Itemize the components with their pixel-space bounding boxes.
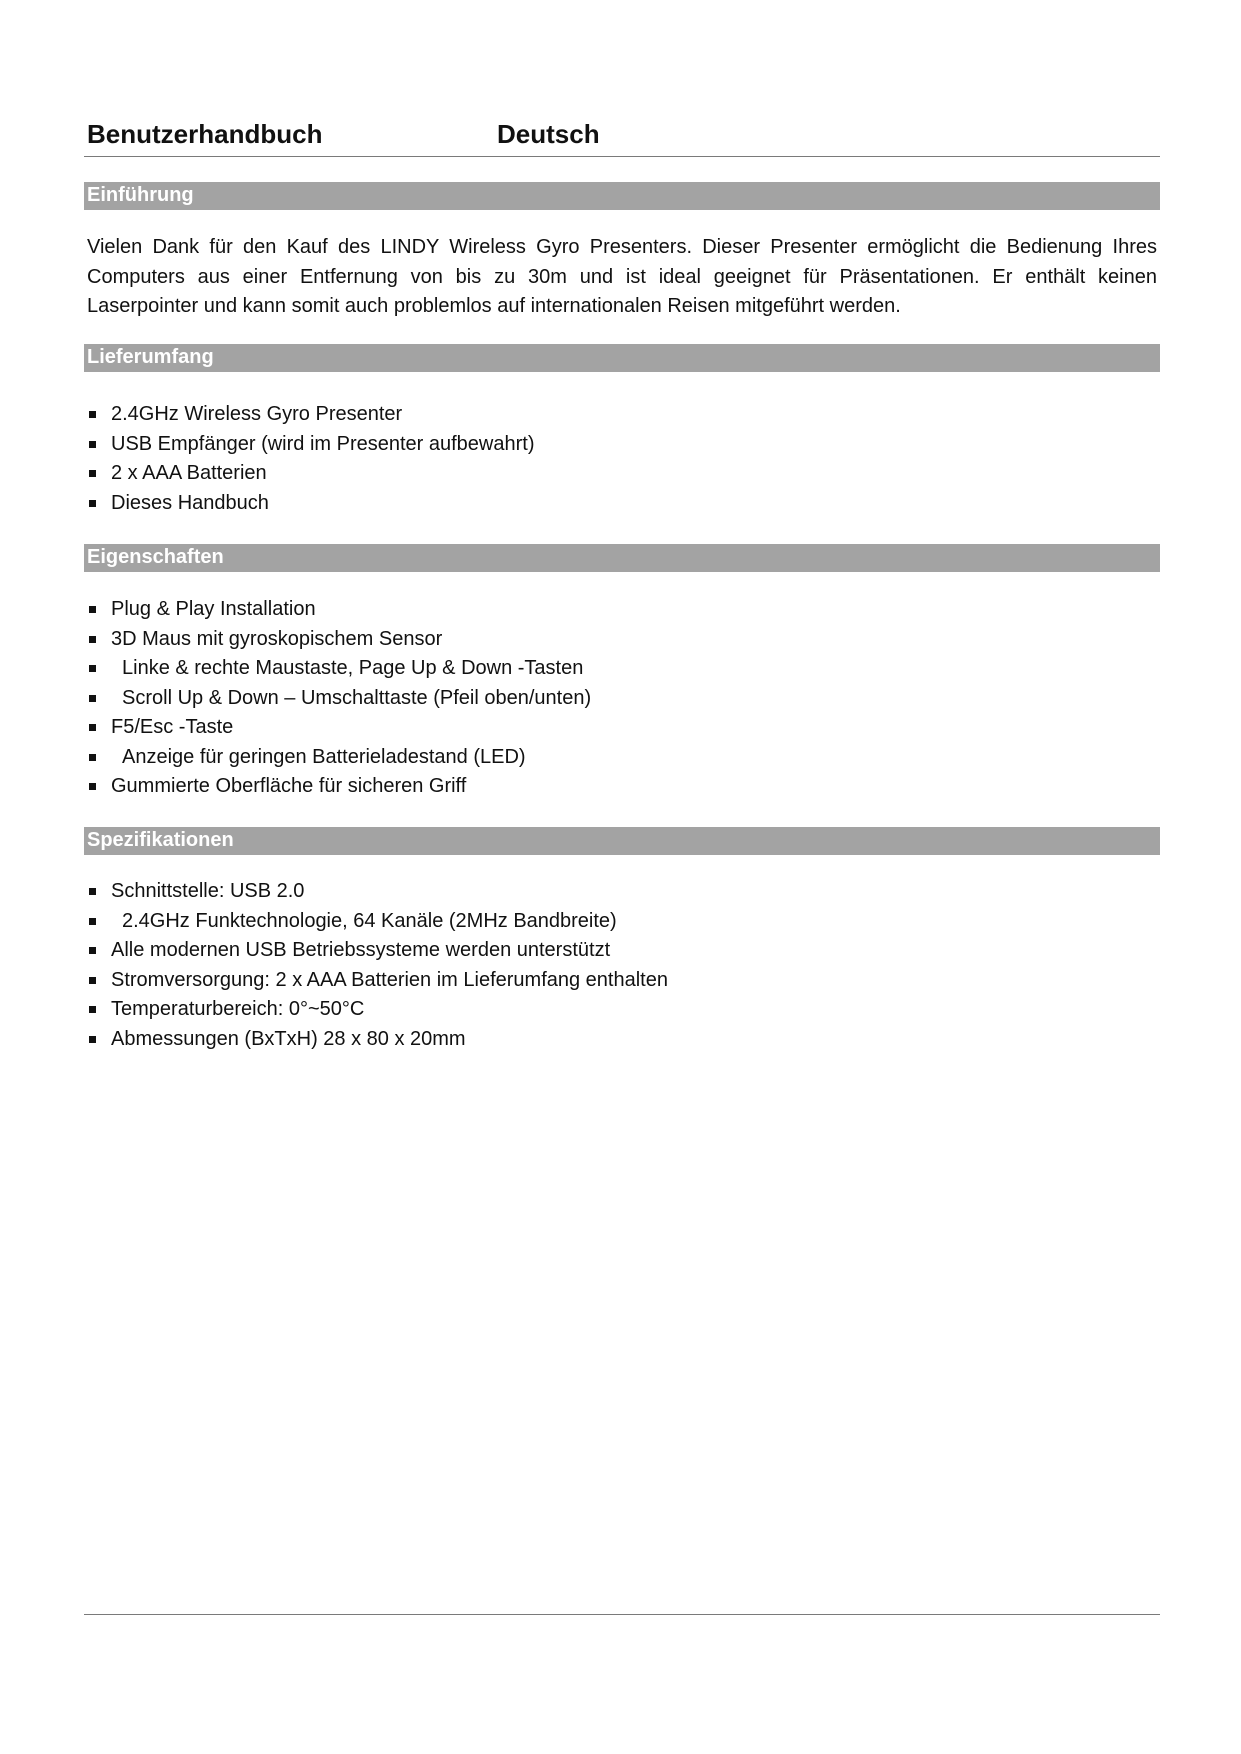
page-header — [84, 118, 1160, 157]
list-item: USB Empfänger (wird im Presenter aufbewahrt) — [87, 430, 535, 460]
list-item: Schnittstelle: USB 2.0 — [87, 877, 668, 907]
list-item: Plug & Play Installation — [87, 595, 591, 625]
section-heading-package: Lieferumfang — [84, 344, 1160, 372]
list-item: 2.4GHz Wireless Gyro Presenter — [87, 400, 535, 430]
section-heading-intro: Einführung — [84, 182, 1160, 210]
list-item: Temperaturbereich: 0°~50°C — [87, 995, 668, 1025]
document-title: Benutzerhandbuch — [87, 119, 323, 149]
features-list — [87, 595, 591, 802]
list-item: 2 x AAA Batterien — [87, 459, 535, 489]
list-item: Scroll Up & Down – Umschalttaste (Pfeil oben/unten) — [87, 684, 591, 714]
list-item: F5/Esc -Taste — [87, 713, 591, 743]
specs-list — [87, 877, 668, 1054]
list-item: 2.4GHz Funktechnologie, 64 Kanäle (2MHz Bandbreite) — [87, 907, 668, 937]
list-item: Anzeige für geringen Batterieladestand (LED) — [87, 743, 591, 773]
list-item: Linke & rechte Maustaste, Page Up & Down -Tasten — [87, 654, 591, 684]
list-item: Abmessungen (BxTxH) 28 x 80 x 20mm — [87, 1025, 668, 1055]
section-heading-features: Eigenschaften — [84, 544, 1160, 572]
section-heading-specs: Spezifikationen — [84, 827, 1160, 855]
package-list — [87, 400, 535, 518]
footer-rule — [84, 1614, 1160, 1615]
list-item: Dieses Handbuch — [87, 489, 535, 519]
list-item: Gummierte Oberfläche für sicheren Griff — [87, 772, 591, 802]
language-label: Deutsch — [497, 119, 600, 149]
list-item: Stromversorgung: 2 x AAA Batterien im Lieferumfang enthalten — [87, 966, 668, 996]
list-item: 3D Maus mit gyroskopischem Sensor — [87, 625, 591, 655]
intro-paragraph: Vielen Dank für den Kauf des LINDY Wireless Gyro Presenters. Dieser Presenter ermöglicht die Bedienung Ihres Computers aus einer Entfernung von bis zu 30m und ist ideal geeignet für Präsentationen. Er enthält keinen Laserpointer und kann somit auch problemlos auf internationalen Reisen mitgeführt werden. — [87, 236, 1157, 317]
list-item: Alle modernen USB Betriebssysteme werden unterstützt — [87, 936, 668, 966]
